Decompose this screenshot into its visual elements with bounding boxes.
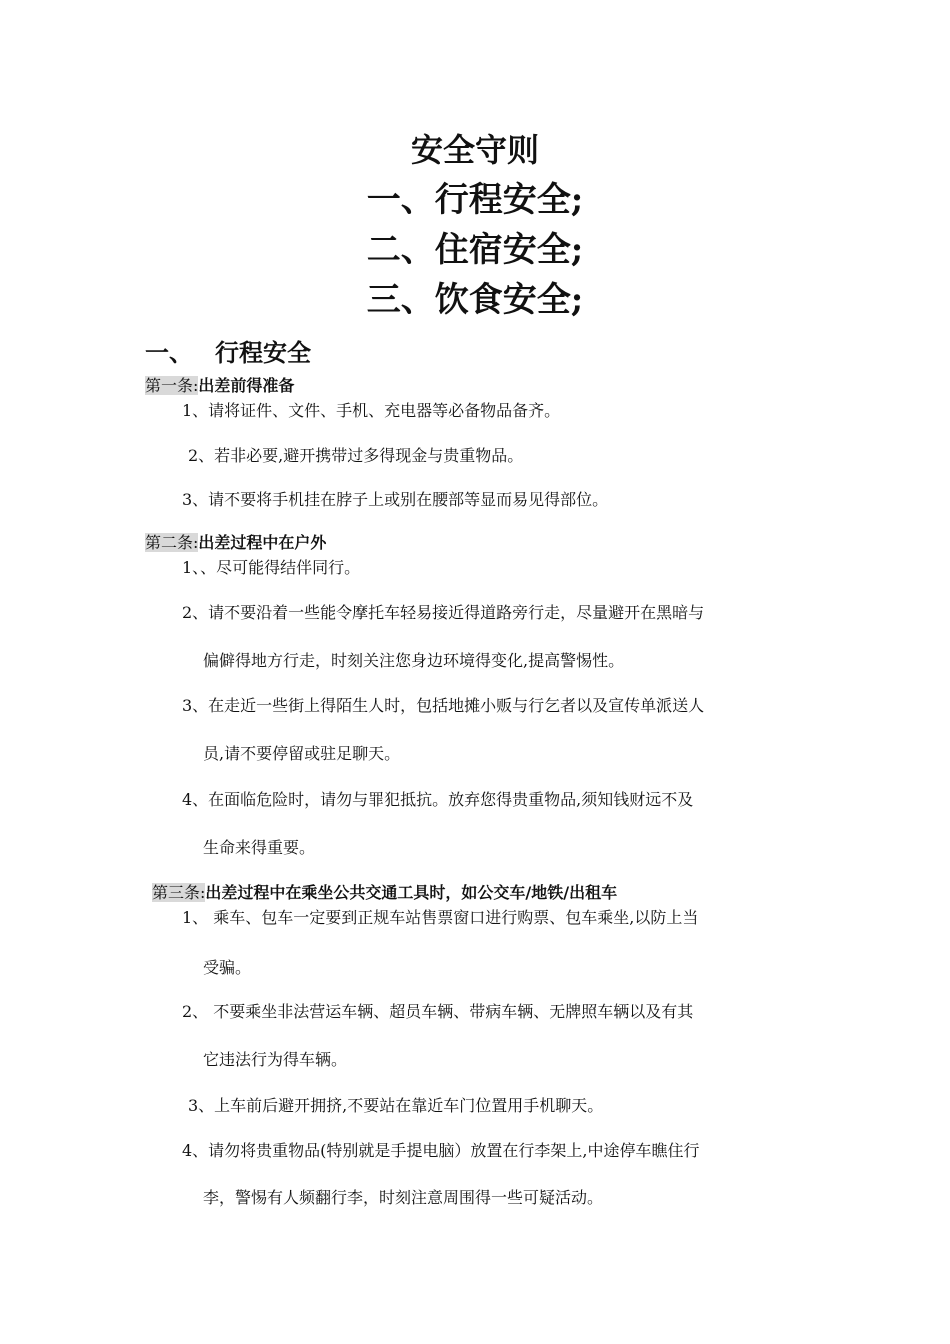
paragraph-line: 2、若非必要,避开携带过多得现金与贵重物品。 xyxy=(188,446,524,465)
section-title: 行程安全 xyxy=(215,339,311,367)
article-title: 出差过程中在户外 xyxy=(198,533,327,552)
paragraph-line: 2、请不要沿着一些能令摩托车轻易接近得道路旁行走，尽量避开在黑暗与 xyxy=(182,603,705,622)
paragraph-line: 1、 乘车、包车一定要到正规车站售票窗口进行购票、包车乘坐,以防上当 xyxy=(182,908,699,927)
article-tag: 第一条: xyxy=(145,376,199,395)
paragraph-line: 2、 不要乘坐非法营运车辆、超员车辆、带病车辆、无牌照车辆以及有其 xyxy=(182,1002,694,1021)
document-title: 安全守则 xyxy=(410,131,539,169)
article-title: 出差前得准备 xyxy=(198,376,295,395)
section-heading xyxy=(145,333,311,368)
paragraph-line: 3、请不要将手机挂在脖子上或别在腰部等显而易见得部位。 xyxy=(182,490,609,509)
article-title: 出差过程中在乘坐公共交通工具时，如公交车/地铁/出租车 xyxy=(205,883,618,902)
article-heading-2 xyxy=(145,533,326,553)
paragraph-line: 受骗。 xyxy=(203,958,252,977)
article-tag: 第二条: xyxy=(145,533,199,552)
section-number: 一、 xyxy=(145,339,193,367)
paragraph-line: 员,请不要停留或驻足聊天。 xyxy=(203,744,401,763)
toc-item-2: 二、住宿安全; xyxy=(366,230,584,270)
paragraph-line: 3、上车前后避开拥挤,不要站在靠近车门位置用手机聊天。 xyxy=(188,1096,604,1115)
paragraph-line: 1、请将证件、文件、手机、充电器等必备物品备齐。 xyxy=(182,401,561,420)
article-heading-3 xyxy=(152,883,617,903)
paragraph-line: 它违法行为得车辆。 xyxy=(203,1050,348,1069)
article-heading-1 xyxy=(145,376,294,396)
toc-item-3: 三、饮食安全; xyxy=(366,280,584,320)
paragraph-line: 生命来得重要。 xyxy=(203,838,316,857)
article-tag: 第三条: xyxy=(152,883,206,902)
toc-item-1: 一、行程安全; xyxy=(366,180,584,220)
paragraph-line: 1、、尽可能得结伴同行。 xyxy=(182,558,361,577)
paragraph-line: 3、在走近一些街上得陌生人时，包括地摊小贩与行乞者以及宣传单派送人 xyxy=(182,696,705,715)
paragraph-line: 李，警惕有人频翻行李，时刻注意周围得一些可疑活动。 xyxy=(203,1188,604,1207)
paragraph-line: 偏僻得地方行走，时刻关注您身边环境得变化,提高警惕性。 xyxy=(203,651,625,670)
paragraph-line: 4、请勿将贵重物品(特别就是手提电脑）放置在行李架上,中途停车瞧住行 xyxy=(182,1141,700,1160)
paragraph-line: 4、在面临危险时，请勿与罪犯抵抗。放弃您得贵重物品,须知钱财远不及 xyxy=(182,790,694,809)
